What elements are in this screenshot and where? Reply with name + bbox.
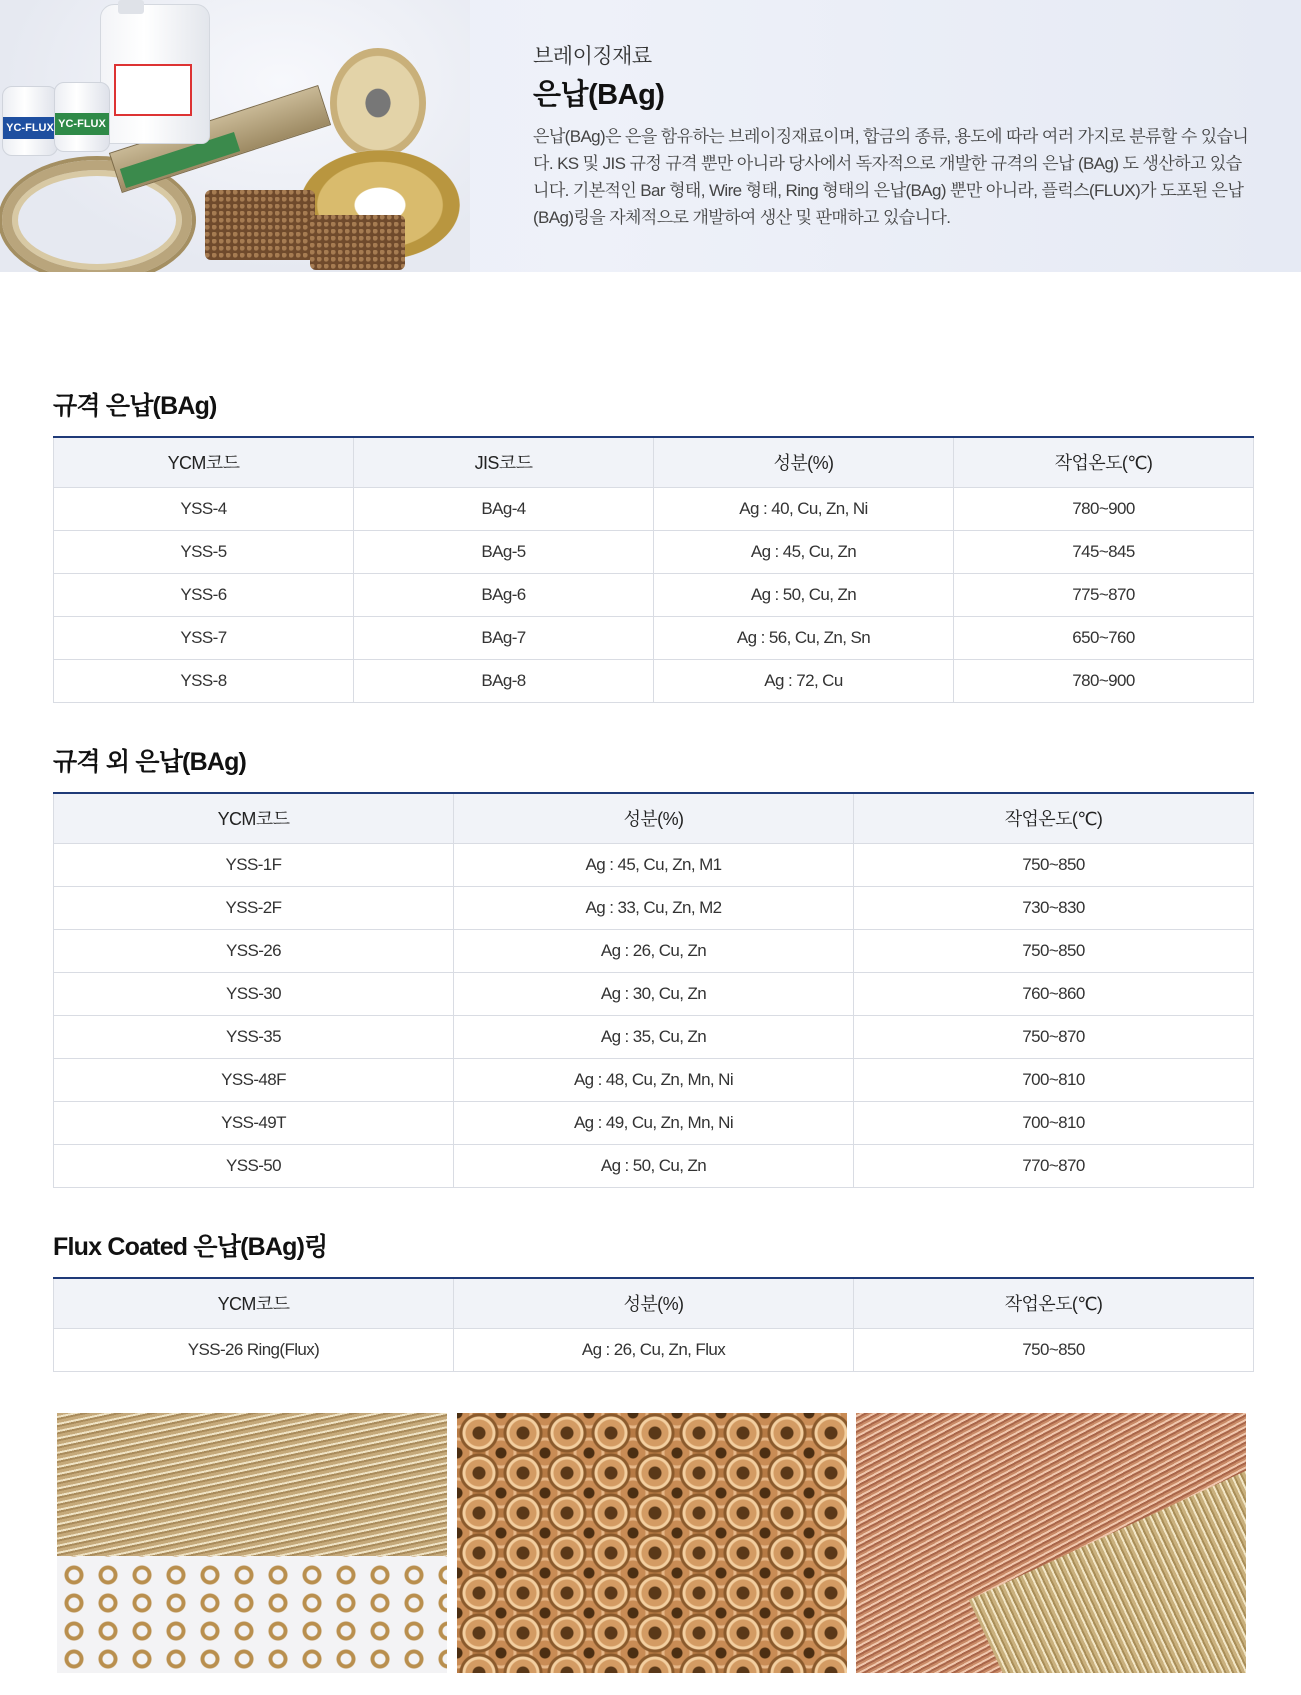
cell-composition: Ag : 40, Cu, Zn, Ni [654,487,954,530]
table-row [54,972,1254,1015]
cell-temperature: 745~845 [954,530,1254,573]
cell-temperature: 700~810 [854,1058,1254,1101]
table-row [54,616,1254,659]
cell-ycm-code: YSS-1F [54,843,454,886]
table-header-row [54,1278,1254,1328]
cell-ycm-code: YSS-2F [54,886,454,929]
column-header-ycm-code: YCM코드 [54,793,454,843]
flux-spec-table [53,1277,1254,1372]
table-header-row [54,793,1254,843]
wire-spool-small [330,48,426,158]
cell-temperature: 775~870 [954,573,1254,616]
cell-composition: Ag : 26, Cu, Zn, Flux [454,1328,854,1371]
cell-composition: Ag : 45, Cu, Zn, M1 [454,843,854,886]
flux-jar-label: YC-FLUX [3,117,57,139]
table-row [54,487,1254,530]
brazing-rings-closeup-photo [457,1413,847,1673]
granule-bag [310,215,405,270]
cell-composition: Ag : 26, Cu, Zn [454,929,854,972]
table-row [54,843,1254,886]
hero-product-image [0,0,470,272]
table-row [54,886,1254,929]
column-header-composition: 성분(%) [454,793,854,843]
flux-section-title: Flux Coated 은납(BAg)링 [53,1233,328,1261]
column-header-composition: 성분(%) [454,1278,854,1328]
cell-jis-code: BAg-5 [354,530,654,573]
cell-composition: Ag : 50, Cu, Zn [654,573,954,616]
cell-composition: Ag : 35, Cu, Zn [454,1015,854,1058]
hero-banner [0,0,1301,272]
table-row [54,573,1254,616]
cell-composition: Ag : 30, Cu, Zn [454,972,854,1015]
jug-cap [118,0,144,14]
cell-temperature: 750~850 [854,1328,1254,1371]
cell-jis-code: BAg-4 [354,487,654,530]
table-row [54,1328,1254,1371]
flux-jar-green [54,82,110,152]
column-header-temperature: 작업온도(℃) [954,437,1254,487]
rods-and-rings-photo [57,1413,447,1673]
jug-label [114,64,192,116]
cell-ycm-code: YSS-30 [54,972,454,1015]
table-row [54,659,1254,702]
column-header-jis-code: JIS코드 [354,437,654,487]
cell-ycm-code: YSS-8 [54,659,354,702]
cell-composition: Ag : 56, Cu, Zn, Sn [654,616,954,659]
brazing-rods-photo [856,1413,1246,1673]
standard-spec-table [53,436,1254,703]
flux-jar-label: YC-FLUX [55,113,109,135]
table-row [54,530,1254,573]
cell-composition: Ag : 48, Cu, Zn, Mn, Ni [454,1058,854,1101]
cell-composition: Ag : 49, Cu, Zn, Mn, Ni [454,1101,854,1144]
cell-jis-code: BAg-8 [354,659,654,702]
cell-ycm-code: YSS-50 [54,1144,454,1187]
cell-temperature: 780~900 [954,487,1254,530]
cell-composition: Ag : 50, Cu, Zn [454,1144,854,1187]
cell-temperature: 750~870 [854,1015,1254,1058]
hero-description: 은납(BAg)은 은을 함유하는 브레이징재료이며, 합금의 종류, 용도에 따라 여러 가지로 분류할 수 있습니다. KS 및 JIS 규정 규격 뿐만 아니라 당사에서 독자적으로 개발한 규격의 은납 (BAg) 도 생산하고 있습니다. 기본적인 Bar 형태, Wire 형태, Ring 형태의 은납(BAg) 뿐만 아니라, 플럭스(FLUX)가 도포된 은납(BAg)링을 자체적으로 개발하여 생산 및 판매하고 있습니다. [533,127,1249,227]
table-row [54,1058,1254,1101]
column-header-composition: 성분(%) [654,437,954,487]
cell-temperature: 750~850 [854,843,1254,886]
table-row [54,1015,1254,1058]
cell-ycm-code: YSS-6 [54,573,354,616]
cell-jis-code: BAg-7 [354,616,654,659]
granule-bag [205,190,315,260]
cell-composition: Ag : 45, Cu, Zn [654,530,954,573]
cell-temperature: 770~870 [854,1144,1254,1187]
table-header-row [54,437,1254,487]
cell-temperature: 750~850 [854,929,1254,972]
column-header-ycm-code: YCM코드 [54,437,354,487]
standard-section-title: 규격 은납(BAg) [53,392,217,420]
cell-ycm-code: YSS-4 [54,487,354,530]
column-header-temperature: 작업온도(℃) [854,793,1254,843]
cell-ycm-code: YSS-35 [54,1015,454,1058]
cell-temperature: 650~760 [954,616,1254,659]
cell-ycm-code: YSS-7 [54,616,354,659]
cell-jis-code: BAg-6 [354,573,654,616]
table-row [54,1144,1254,1187]
nonstandard-spec-table [53,792,1254,1188]
cell-ycm-code: YSS-48F [54,1058,454,1101]
nonstandard-section-title: 규격 외 은납(BAg) [53,748,247,776]
cell-ycm-code: YSS-26 Ring(Flux) [54,1328,454,1371]
hero-text [533,40,1253,231]
flux-jar-blue [2,86,58,156]
table-row [54,929,1254,972]
column-header-temperature: 작업온도(℃) [854,1278,1254,1328]
cell-temperature: 700~810 [854,1101,1254,1144]
column-header-ycm-code: YCM코드 [54,1278,454,1328]
table-row [54,1101,1254,1144]
cell-temperature: 780~900 [954,659,1254,702]
cell-temperature: 760~860 [854,972,1254,1015]
cell-composition: Ag : 33, Cu, Zn, M2 [454,886,854,929]
cell-temperature: 730~830 [854,886,1254,929]
cell-ycm-code: YSS-26 [54,929,454,972]
hero-kicker: 브레이징재료 [533,45,652,68]
page-title: 은납(BAg) [533,79,665,111]
cell-composition: Ag : 72, Cu [654,659,954,702]
cell-ycm-code: YSS-5 [54,530,354,573]
cell-ycm-code: YSS-49T [54,1101,454,1144]
